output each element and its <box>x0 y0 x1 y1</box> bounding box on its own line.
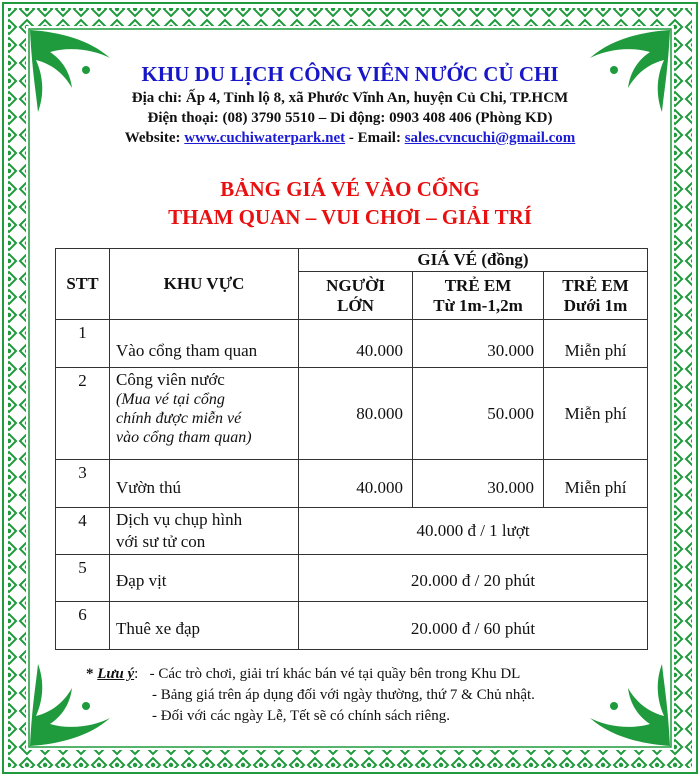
table-row <box>56 602 648 650</box>
header-area: KHU VỰC <box>110 249 299 320</box>
header-child: TRẺ EM Từ 1m-1,2m <box>413 272 544 320</box>
park-title: KHU DU LỊCH CÔNG VIÊN NƯỚC CỦ CHI <box>141 62 559 86</box>
row-combined-price: 20.000 đ / 60 phút <box>299 602 648 650</box>
table-header-row <box>56 249 648 272</box>
row-area: Thuê xe đạp <box>110 602 299 650</box>
row-area-note: (Mua vé tại cổng chính được miễn vé vào cổng tham quan) <box>116 391 252 446</box>
price-heading-line2: THAM QUAN – VUI CHƠI – GIẢI TRÍ <box>168 205 532 229</box>
row-stt: 1 <box>56 320 110 368</box>
row-adult-price: 80.000 <box>299 368 413 460</box>
contact-line <box>0 130 700 147</box>
header-small-child: TRẺ EM Dưới 1m <box>544 272 648 320</box>
table-row <box>56 460 648 508</box>
email-label: - Email: <box>345 130 405 146</box>
table-row <box>56 368 648 460</box>
row-child-price: 30.000 <box>413 320 544 368</box>
table-row <box>56 555 648 602</box>
price-heading-line1: BẢNG GIÁ VÉ VÀO CỔNG <box>220 177 480 201</box>
row-stt: 6 <box>56 602 110 650</box>
header-adult: NGƯỜI LỚN <box>299 272 413 320</box>
row-small-price: Miễn phí <box>544 368 648 460</box>
phone-line: Điện thoại: (08) 3790 5510 – Di động: 0903 408 406 (Phòng KD) <box>147 110 553 126</box>
note-label: Lưu ý <box>97 666 135 682</box>
header-stt: STT <box>56 249 110 320</box>
row-adult-price: 40.000 <box>299 460 413 508</box>
row-stt: 4 <box>56 508 110 555</box>
row-area: Đạp vịt <box>110 555 299 602</box>
website-link[interactable]: www.cuchiwaterpark.net <box>184 130 346 146</box>
row-stt: 2 <box>56 368 110 460</box>
row-combined-price: 20.000 đ / 20 phút <box>299 555 648 602</box>
header-price: GIÁ VÉ (đồng) <box>299 249 648 272</box>
note-line-1: * Lưu ý: - Các trò chơi, giải trí khác bán vé tại quầy bên trong Khu DL <box>86 666 521 682</box>
address-line: Địa chỉ: Ấp 4, Tỉnh lộ 8, xã Phước Vĩnh An, huyện Củ Chi, TP.HCM <box>131 90 569 106</box>
notes-section <box>86 664 535 727</box>
note-line-2: - Bảng giá trên áp dụng đối với ngày thường, thứ 7 & Chủ nhật. <box>152 687 535 703</box>
row-area: Vào cổng tham quan <box>110 320 299 368</box>
row-combined-price: 40.000 đ / 1 lượt <box>299 508 648 555</box>
row-adult-price: 40.000 <box>299 320 413 368</box>
row-stt: 5 <box>56 555 110 602</box>
table-row <box>56 320 648 368</box>
row-stt: 3 <box>56 460 110 508</box>
row-child-price: 30.000 <box>413 460 544 508</box>
row-area: Dịch vụ chụp hình với sư tử con <box>110 508 299 555</box>
note-line-3: - Đối với các ngày Lễ, Tết sẽ có chính sách riêng. <box>152 708 450 724</box>
row-area: Công viên nước (Mua vé tại cổng chính được miễn vé vào cổng tham quan) <box>110 368 299 460</box>
price-table <box>55 248 648 650</box>
email-link[interactable]: sales.cvncuchi@gmail.com <box>404 130 576 146</box>
row-small-price: Miễn phí <box>544 460 648 508</box>
table-row <box>56 508 648 555</box>
website-label: Website: <box>124 130 185 146</box>
row-child-price: 50.000 <box>413 368 544 460</box>
row-area: Vườn thú <box>110 460 299 508</box>
row-small-price: Miễn phí <box>544 320 648 368</box>
